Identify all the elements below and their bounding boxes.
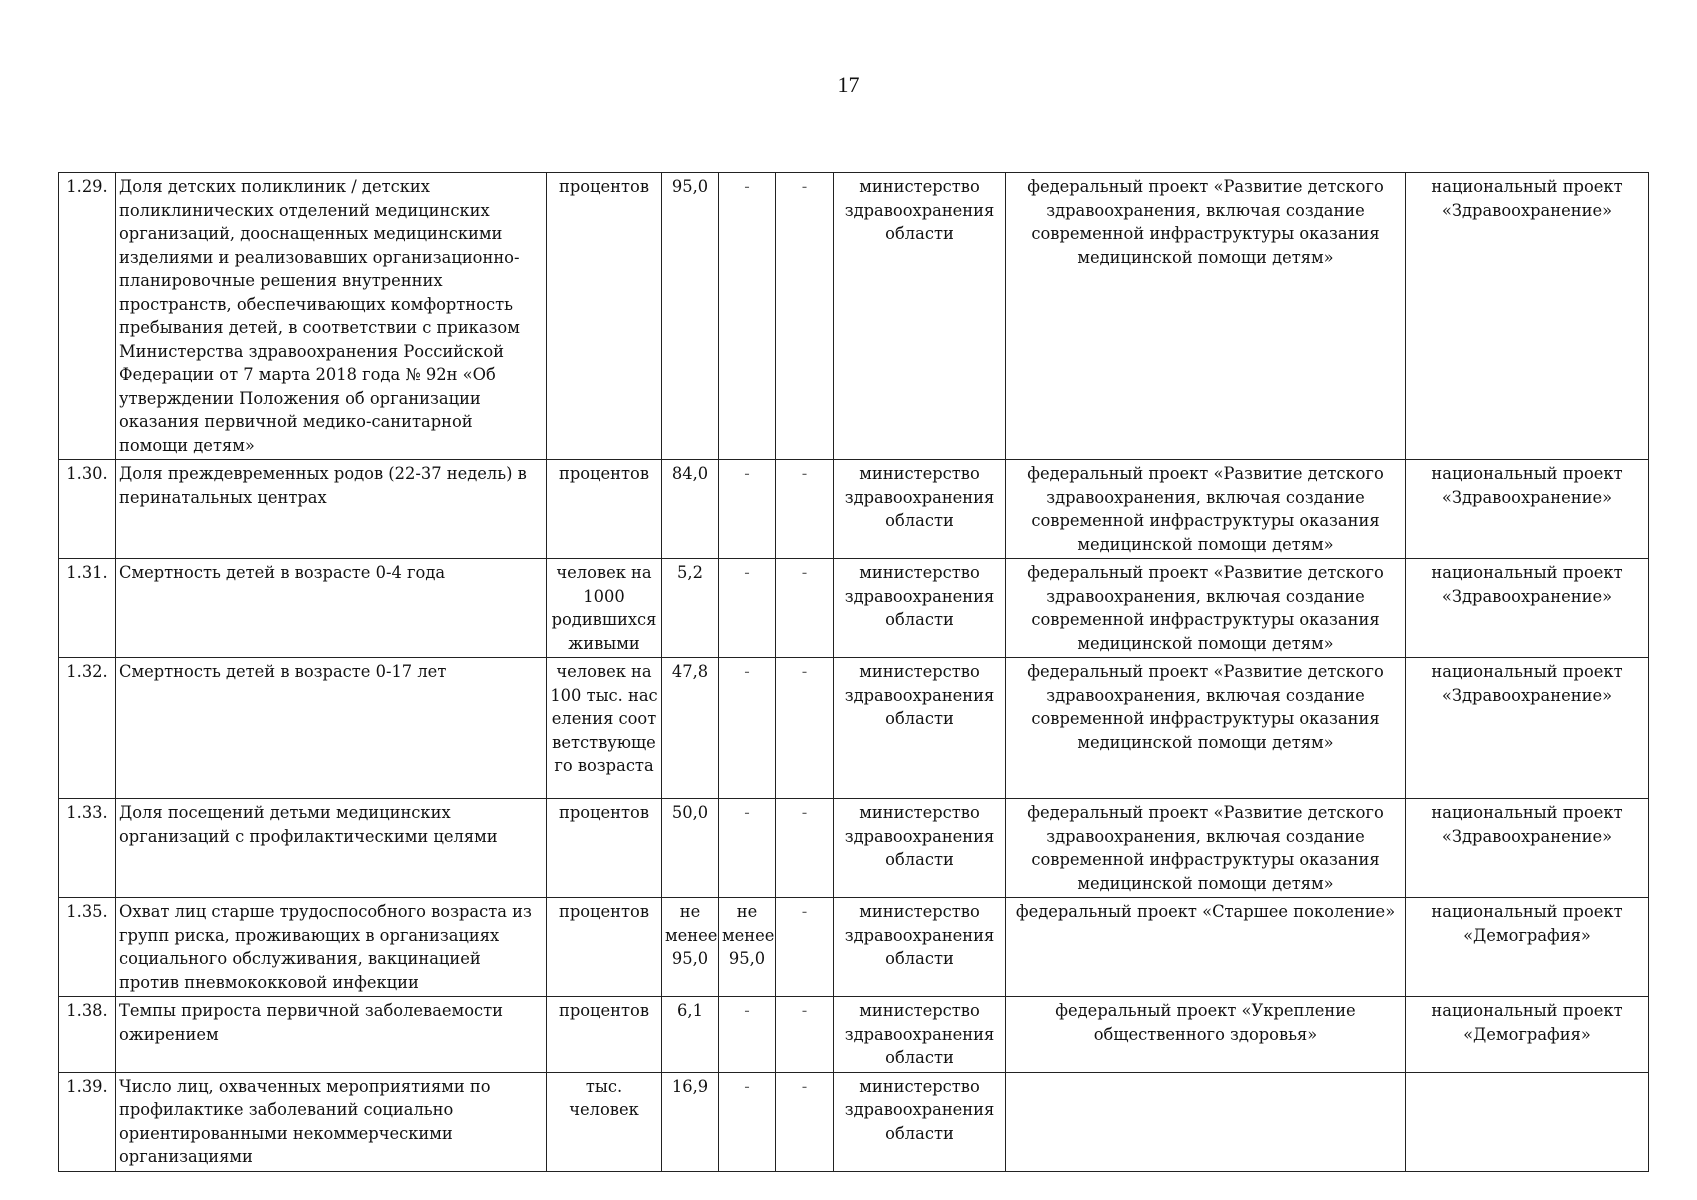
federal-project: федеральный проект «Развитие детского здравоохранения, включая создание современной инфраструктуры оказания медицинской помощи детям» [1006,799,1406,898]
unit: тыс. человек [547,1072,662,1171]
indicator-name: Доля посещений детьми медицинских организаций с профилактическими целями [116,799,547,898]
responsible: министерство здравоохранения области [834,1072,1006,1171]
indicator-name: Смертность детей в возрасте 0-17 лет [116,658,547,799]
table-row [59,1072,1649,1171]
value-2: - [719,559,776,658]
federal-project: федеральный проект «Развитие детского здравоохранения, включая создание современной инфраструктуры оказания медицинской помощи детям» [1006,658,1406,799]
value-1: не менее 95,0 [662,898,719,997]
row-number: 1.33. [59,799,116,898]
value-3: - [776,658,834,799]
unit: процентов [547,997,662,1073]
table-row [59,658,1649,799]
value-1: 84,0 [662,460,719,559]
value-1: 47,8 [662,658,719,799]
national-project: национальный проект «Здравоохранение» [1406,799,1649,898]
unit: процентов [547,898,662,997]
unit: процентов [547,799,662,898]
responsible: министерство здравоохранения области [834,460,1006,559]
page-number: 17 [837,72,860,97]
indicator-name: Смертность детей в возрасте 0-4 года [116,559,547,658]
row-number: 1.32. [59,658,116,799]
indicator-name: Доля детских поликлиник / детских поликлинических отделений медицинских организаций, дооснащенных медицинскими изделиями и реализовавших организационно-планировочные решения внутренних пространств, обеспечивающих комфортность пребывания детей, в соответствии с приказом Министерства здравоохранения Российской Федерации от 7 марта 2018 года № 92н «Об утверждении Положения об организации оказания первичной медико-санитарной помощи детям» [116,173,547,460]
row-number: 1.38. [59,997,116,1073]
value-3: - [776,997,834,1073]
value-3: - [776,559,834,658]
national-project: национальный проект «Здравоохранение» [1406,658,1649,799]
value-1: 5,2 [662,559,719,658]
table-row [59,997,1649,1073]
value-3: - [776,460,834,559]
national-project: национальный проект «Здравоохранение» [1406,559,1649,658]
value-3: - [776,898,834,997]
federal-project: федеральный проект «Развитие детского здравоохранения, включая создание современной инфраструктуры оказания медицинской помощи детям» [1006,559,1406,658]
value-2: - [719,997,776,1073]
value-1: 16,9 [662,1072,719,1171]
table-row [59,559,1649,658]
row-number: 1.29. [59,173,116,460]
federal-project [1006,1072,1406,1171]
federal-project: федеральный проект «Развитие детского здравоохранения, включая создание современной инфраструктуры оказания медицинской помощи детям» [1006,173,1406,460]
row-number: 1.30. [59,460,116,559]
table-row [59,460,1649,559]
row-number: 1.35. [59,898,116,997]
table-row [59,173,1649,460]
indicator-name: Доля преждевременных родов (22-37 недель) в перинатальных центрах [116,460,547,559]
responsible: министерство здравоохранения области [834,559,1006,658]
federal-project: федеральный проект «Укрепление общественного здоровья» [1006,997,1406,1073]
value-3: - [776,173,834,460]
federal-project: федеральный проект «Развитие детского здравоохранения, включая создание современной инфраструктуры оказания медицинской помощи детям» [1006,460,1406,559]
responsible: министерство здравоохранения области [834,799,1006,898]
value-2: не менее 95,0 [719,898,776,997]
indicator-name: Охват лиц старше трудоспособного возраста из групп риска, проживающих в организациях социального обслуживания, вакцинацией против пневмококковой инфекции [116,898,547,997]
national-project: национальный проект «Демография» [1406,997,1649,1073]
indicator-name: Темпы прироста первичной заболеваемости ожирением [116,997,547,1073]
unit: человек на 1000 родившихся живыми [547,559,662,658]
table-row [59,799,1649,898]
value-3: - [776,799,834,898]
federal-project: федеральный проект «Старшее поколение» [1006,898,1406,997]
value-2: - [719,799,776,898]
unit: процентов [547,460,662,559]
value-2: - [719,658,776,799]
responsible: министерство здравоохранения области [834,173,1006,460]
value-3: - [776,1072,834,1171]
value-2: - [719,460,776,559]
national-project: национальный проект «Здравоохранение» [1406,460,1649,559]
value-2: - [719,1072,776,1171]
value-1: 6,1 [662,997,719,1073]
value-1: 95,0 [662,173,719,460]
value-1: 50,0 [662,799,719,898]
value-2: - [719,173,776,460]
indicator-name: Число лиц, охваченных мероприятиями по профилактике заболеваний социально ориентированными некоммерческими организациями [116,1072,547,1171]
national-project: национальный проект «Демография» [1406,898,1649,997]
table-row [59,898,1649,997]
unit: процентов [547,173,662,460]
indicators-table [58,172,1649,1172]
responsible: министерство здравоохранения области [834,658,1006,799]
responsible: министерство здравоохранения области [834,898,1006,997]
responsible: министерство здравоохранения области [834,997,1006,1073]
row-number: 1.39. [59,1072,116,1171]
national-project: национальный проект «Здравоохранение» [1406,173,1649,460]
row-number: 1.31. [59,559,116,658]
national-project [1406,1072,1649,1171]
unit: человек на 100 тыс. населения соответствующего возраста [547,658,662,799]
